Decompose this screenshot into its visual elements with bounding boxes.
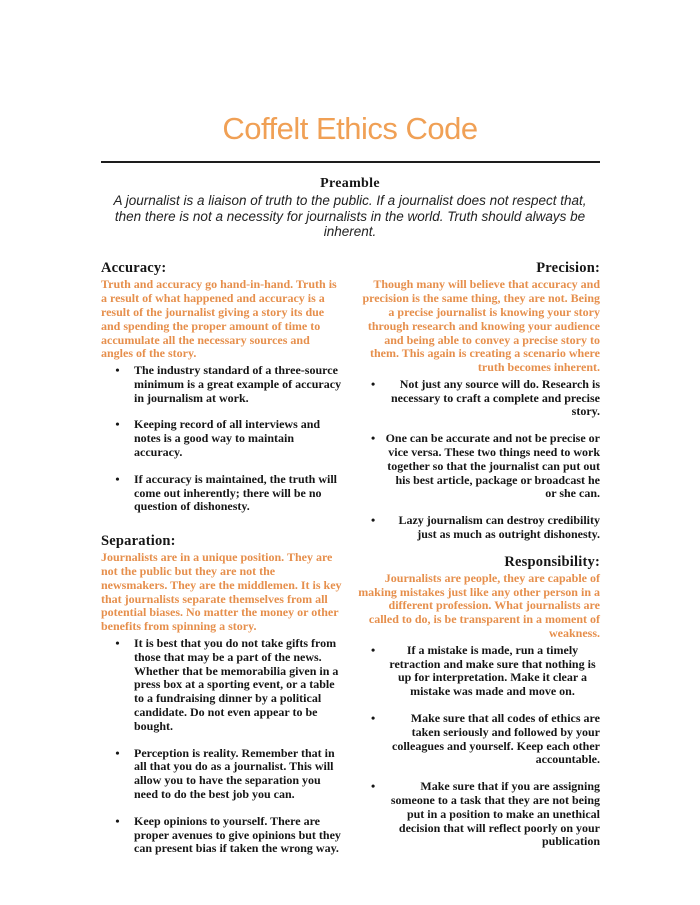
bullet-icon: • [115,471,120,486]
bullet-text: Make sure that if you are assigning someone to a task that they are not being put in a position to make an unethical decision that will reflect poorly on your publication [390,779,600,849]
list-item [358,378,600,419]
accuracy-heading: Accuracy: [101,260,167,277]
list-item [358,432,600,501]
accuracy-bullet-list [101,364,343,514]
preamble-text: A journalist is a liaison of truth to the public. If a journalist does not respect that, then there is not a necessity for journalists in the world. Truth should always be inherent. [113,193,587,239]
precision-bullet-list [358,378,600,542]
bullet-text: If accuracy is maintained, the truth will come out inherently; there will be no question of dishonesty. [134,471,337,514]
precision-heading: Precision: [536,260,600,277]
bullet-icon: • [371,513,376,528]
bullet-icon: • [115,363,120,378]
responsibility-intro: Journalists are people, they are capable of making mistakes just like any other person in a different profession. What journalists are called to do, is be transparent in a moment of weakness. [358,570,600,641]
section-separation [101,533,343,856]
separation-heading: Separation: [101,533,176,550]
bullet-icon: • [115,813,120,828]
list-item [101,364,343,405]
right-column [358,260,600,856]
list-item [358,644,600,699]
bullet-text: Make sure that all codes of ethics are taken seriously and followed by your colleagues and yourself. Keep each other accountable. [392,711,600,767]
section-precision [358,260,600,542]
list-item [101,473,343,514]
precision-intro: Though many will believe that accuracy and precision is the same thing, they are not. Being a precise journalist is knowing your story through research and knowing your audience and being able to convey a precise story to them. This again is creating a scenario where truth becomes inherent. [362,277,600,375]
separation-intro: Journalists are in a unique position. They are not the public but they are not the newsmakers. They are the middlemen. It is key that journalists separate themselves from all potential biases. No matter the money or other benefits from spinning a story. [101,550,342,634]
responsibility-bullet-list [358,644,600,849]
bullet-icon: • [115,417,120,432]
responsibility-heading: Responsibility: [504,553,600,570]
bullet-text: It is best that you do not take gifts from those that may be a part of the news. Whether that be memorabilia given in a press box at a sporting event, or a table to a fundraising dinner by a political candidate. Do not even appear to be bought. [134,636,339,733]
left-column [101,260,343,856]
bullet-icon: • [371,642,376,657]
bullet-icon: • [115,745,120,760]
bullet-text: Not just any source will do. Research is necessary to craft a complete and precise story. [390,376,600,419]
list-item [101,418,343,459]
bullet-text: If a mistake is made, run a timely retraction and make sure that nothing is up for interpretation. Make it clear a mistake was made and move on. [389,642,596,699]
section-responsibility [358,554,600,849]
separation-bullet-list [101,637,343,856]
bullet-icon: • [371,376,376,391]
bullet-text: The industry standard of a three-source minimum is a great example of accuracy in journalism at work. [134,363,342,405]
preamble-heading: Preamble [320,176,380,192]
bullet-text: Keeping record of all interviews and notes is a good way to maintain accuracy. [134,417,321,460]
list-item [358,514,600,542]
bullet-icon: • [371,431,376,446]
bullet-icon: • [115,636,120,651]
list-item [101,747,343,802]
bullet-text: Lazy journalism can destroy credibility just as much as outright dishonesty. [398,513,600,542]
list-item [358,780,600,849]
bullet-text: Keep opinions to yourself. There are proper avenues to give opinions but they can present bias if taken the wrong way. [134,813,341,856]
list-item [101,637,343,734]
section-accuracy [101,260,343,514]
title-divider-rule [101,161,600,163]
bullet-icon: • [371,711,376,726]
bullet-icon: • [371,779,376,794]
list-item [101,815,343,856]
document-title: Coffelt Ethics Code [222,111,478,146]
accuracy-intro: Truth and accuracy go hand-in-hand. Truth is a result of what happened and accuracy is a result of the journalist giving a story its due and spending the proper amount of time to accumulate all the necessary sources and angles of the story. [101,277,337,361]
bullet-text: Perception is reality. Remember that in all that you do as a journalist. This will allow you to have the separation you need to do the best job you can. [134,745,335,802]
two-column-body [101,260,600,856]
list-item [358,712,600,767]
bullet-text: One can be accurate and not be precise or vice versa. These two things need to work together so that the journalist can put out his best article, package or broadcast he or she can. [385,431,600,501]
